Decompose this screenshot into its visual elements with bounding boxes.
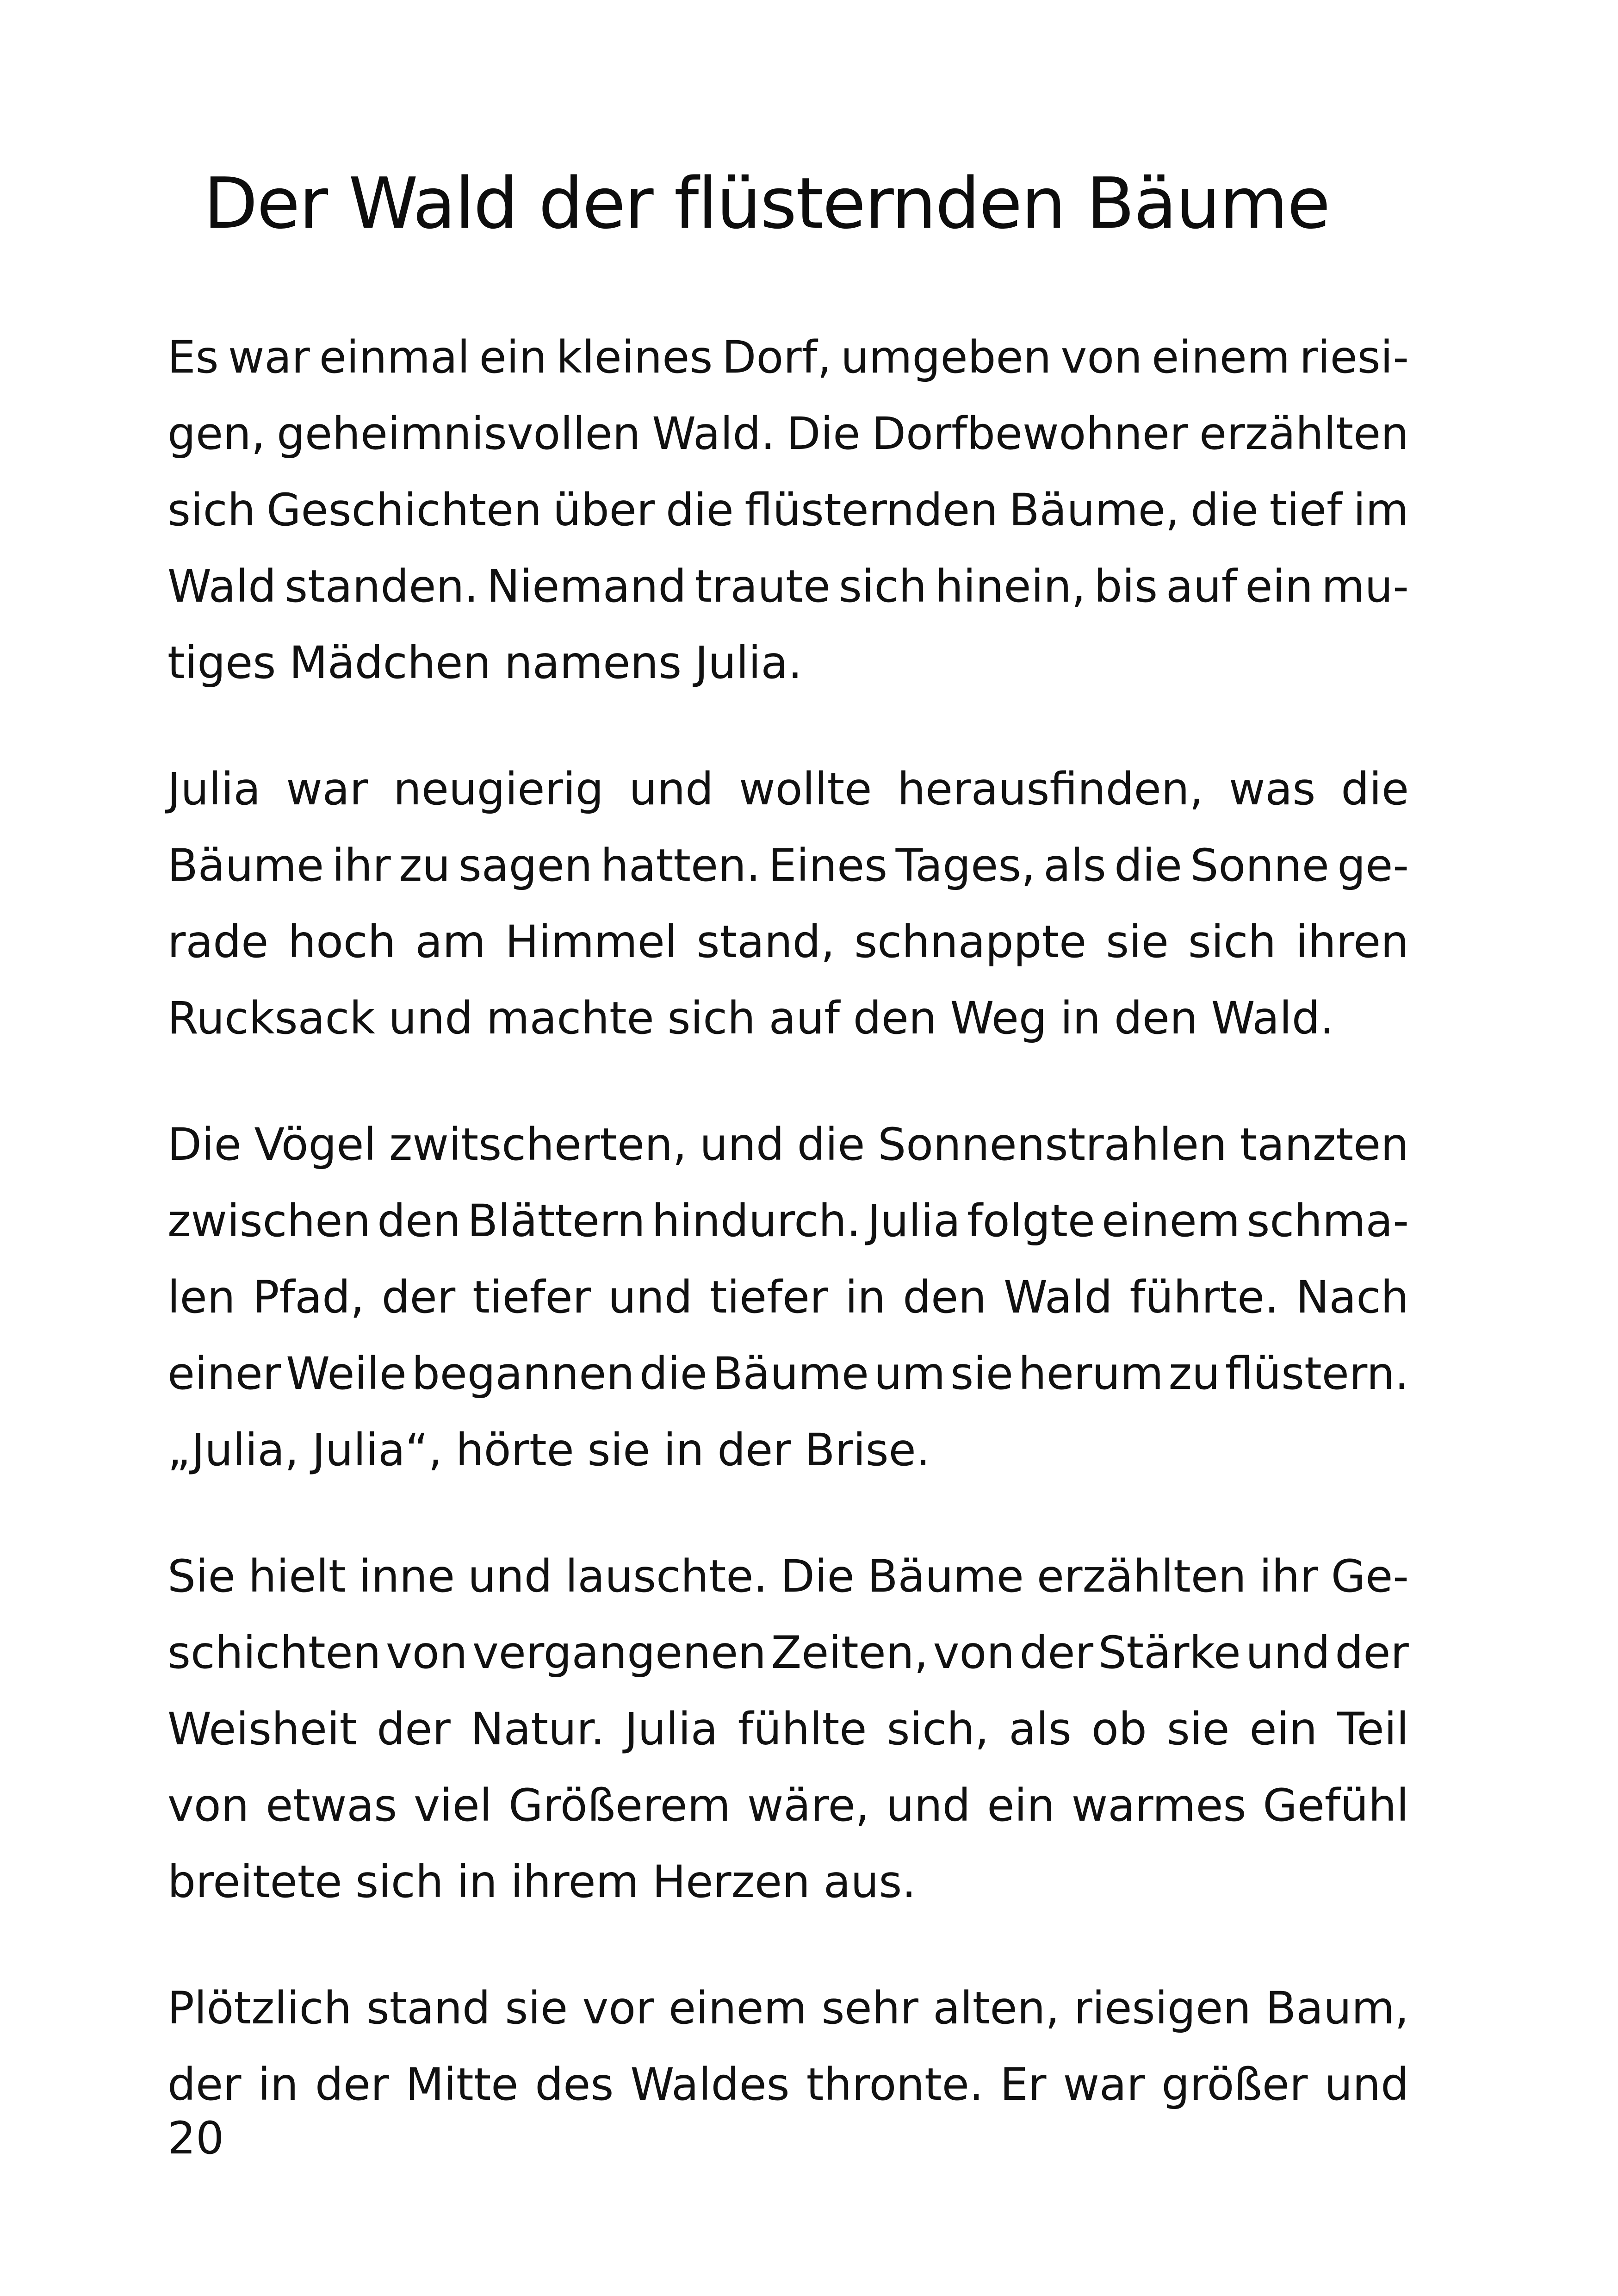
text-line: Weisheit der Natur. Julia fühlte sich, als ob sie ein Teil (167, 1703, 1409, 1755)
story-text (167, 319, 1409, 2173)
page-number: 20 (167, 2112, 224, 2164)
text-line: von etwas viel Größerem wäre, und ein warmes Gefühl (167, 1780, 1409, 1831)
text-line: rade hoch am Himmel stand, schnappte sie sich ihren (167, 916, 1409, 968)
paragraph (167, 1107, 1409, 1488)
text-line: tiges Mädchen namens Julia. (167, 637, 802, 689)
text-line: Es war einmal ein kleines Dorf, umgeben von einem riesi- (167, 331, 1409, 383)
text-line: einer Weile begannen die Bäume um sie herum zu flüstern. (167, 1348, 1409, 1400)
text-line: Julia war neugierig und wollte herausfinden, was die (167, 763, 1409, 815)
text-line: zwischen den Blättern hindurch. Julia folgte einem schma- (167, 1195, 1409, 1247)
paragraph (167, 1538, 1409, 1920)
text-line: sich Geschichten über die flüsternden Bäume, die tief im (167, 484, 1409, 536)
chapter-title: Der Wald der flüsternden Bäume (204, 162, 1330, 244)
text-line: Wald standen. Niemand traute sich hinein, bis auf ein mu- (167, 560, 1409, 612)
text-line: len Pfad, der tiefer und tiefer in den Wald führte. Nach (167, 1271, 1409, 1323)
text-line: Plötzlich stand sie vor einem sehr alten, riesigen Baum, (167, 1982, 1409, 2034)
text-line: schichten von vergangenen Zeiten, von der Stärke und der (167, 1627, 1409, 1679)
text-line: Sie hielt inne und lauschte. Die Bäume erzählten ihr Ge- (167, 1550, 1409, 1602)
paragraph (167, 1970, 1409, 2123)
text-line: Bäume ihr zu sagen hatten. Eines Tages, als die Sonne ge- (167, 840, 1409, 891)
text-line: gen, geheimnisvollen Wald. Die Dorfbewohner erzählten (167, 408, 1409, 460)
paragraph (167, 319, 1409, 701)
text-line: „Julia, Julia“, hörte sie in der Brise. (167, 1424, 930, 1476)
text-line: Die Vögel zwitscherten, und die Sonnenstrahlen tanzten (167, 1119, 1409, 1170)
paragraph (167, 751, 1409, 1057)
text-line: der in der Mitte des Waldes thronte. Er war größer und (167, 2059, 1409, 2110)
text-line: Rucksack und machte sich auf den Weg in den Wald. (167, 992, 1334, 1044)
text-line: breitete sich in ihrem Herzen aus. (167, 1856, 916, 1908)
